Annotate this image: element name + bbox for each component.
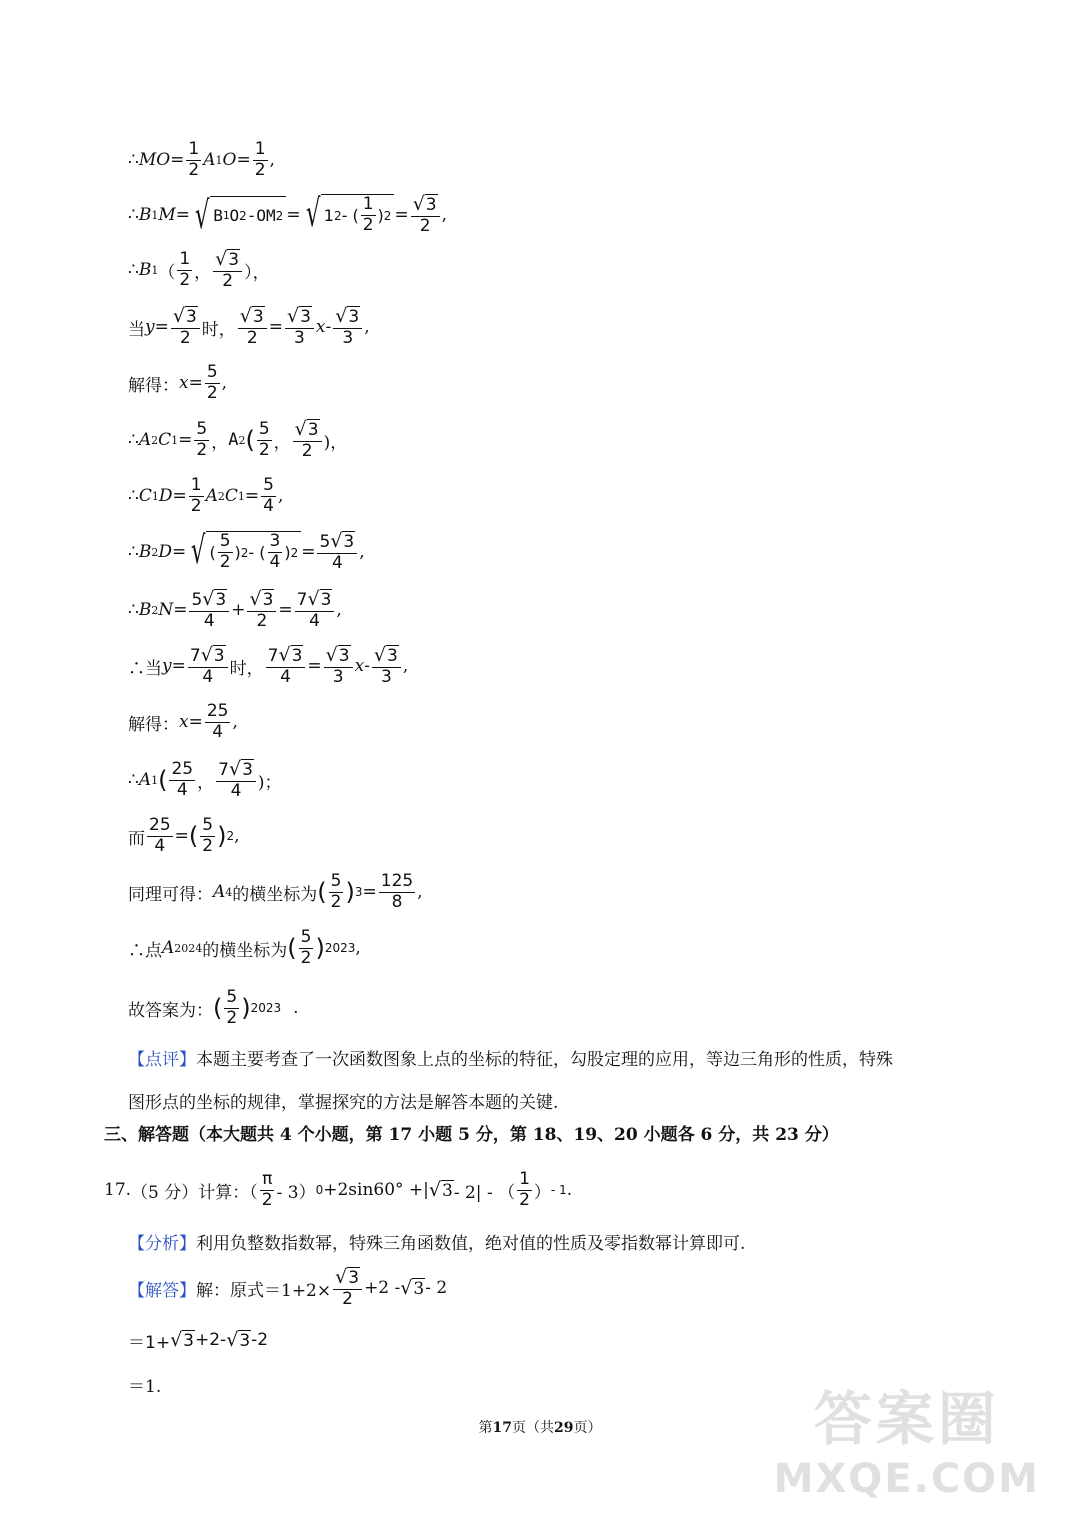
analysis-tag: 分析	[145, 1234, 179, 1254]
radical-1: √ B 1 O 2 -OM 2	[190, 196, 286, 234]
answer-line-1: 【 解答 】 解：原式＝1+2× $\frac{√3}{2}$ +2 - √ 3 - 2	[128, 1265, 448, 1309]
math-line-4: 当 y = $\frac{√3}{2}$ 时， $\frac{√3}{2}$ = $\frac{√3}{3}$ x - $\frac{√3}{3}$ ,	[128, 304, 370, 348]
section-heading: 三、解答题（本大题共 4 个小题，第 17 小题 5 分，第 18、19、20 小题各 6 分，共 23 分）	[104, 1125, 839, 1145]
question-17: 17. （5 分）计算：（ $\frac{\pi}{2}$ - 3） 0 +2sin60° +| √ 3 - 2| - （ $\frac{1}{2}$ ） - 1 .	[104, 1168, 573, 1210]
comment-tag: 点评	[145, 1050, 179, 1070]
radical-2: √ 1 2 - ( $\frac{1}{2}$ ) 2	[301, 194, 395, 235]
math-line-12: ∴ A 1 ( $\frac{25}{4}$ ， $\frac{7√3}{4}$ )；	[128, 757, 282, 801]
math-line-9: ∴ B 2 N = $\frac{5√3}{4}$ + $\frac{√3}{2}$ = $\frac{7√3}{4}$ ,	[128, 587, 342, 631]
analysis-paragraph: 【分析】利用负整数指数幂，特殊三角函数值，绝对值的性质及零指数幂计算即可.	[128, 1234, 746, 1254]
math-line-14: 同理可得： A 4 的横坐标为 ( $\frac{5}{2}$ ) 3 = $\frac{125}{8}$ ,	[128, 870, 423, 912]
math-line-15: ∴点 A 2024 的横坐标为 ( $\frac{5}{2}$ ) 2023 ,	[128, 926, 361, 968]
math-line-1: ∴ MO = $\frac{1}{2}$ A 1 O = $\frac{1}{2}$ ,	[128, 138, 275, 180]
math-line-2: ∴ B 1 M = √ B 1 O 2 -OM 2 = √ 1 2 - ( $\frac{1}{2}$ ) 2 = $\frac{√3}{2}$ ,	[128, 191, 448, 237]
answer-tag: 解答	[145, 1280, 179, 1301]
answer-line-3: ＝1.	[128, 1377, 162, 1397]
answer-line-2: ＝1+ √ 3 +2- √ 3 -2	[128, 1329, 269, 1353]
watermark-logo: 答案圈 MXQE.COM	[773, 1385, 1040, 1502]
math-line-10: ∴当 y = $\frac{7√3}{4}$ 时， $\frac{7√3}{4}$ = $\frac{√3}{3}$ x - $\frac{√3}{3}$ ,	[128, 643, 409, 687]
math-line-6: ∴ A 2 C 1 = $\frac{5}{2}$ ， A 2 ( $\frac{5}{2}$ ， $\frac{√3}{2}$ )，	[128, 417, 348, 461]
math-line-11: 解得： x = $\frac{25}{4}$ ,	[128, 700, 238, 742]
math-line-8: ∴ B 2 D = √ ( $\frac{5}{2}$ ) 2 - ( $\frac{3}{4}$ ) 2 = $\frac{5√3}{4}$ ,	[128, 528, 365, 573]
math-line-3: ∴ B 1 （ $\frac{1}{2}$ ， $\frac{√3}{2}$ ），	[128, 247, 270, 291]
comment-paragraph-line-2: 图形点的坐标的规律，掌握探究的方法是解答本题的关键.	[128, 1093, 559, 1113]
math-line-5: 解得： x = $\frac{5}{2}$ ,	[128, 361, 228, 403]
comment-paragraph-line-1: 【点评】本题主要考查了一次函数图象上点的坐标的特征，勾股定理的应用，等边三角形的性质，特殊	[128, 1050, 893, 1070]
page-footer: 第17页（共29页）	[478, 1420, 602, 1436]
math-line-16: 故答案为： ( $\frac{5}{2}$ ) 2023 .	[128, 986, 299, 1028]
math-line-13: 而 $\frac{25}{4}$ = ( $\frac{5}{2}$ ) 2 ,	[128, 814, 240, 856]
radical-3: √ ( $\frac{5}{2}$ ) 2 - ( $\frac{3}{4}$ ) 2	[186, 531, 301, 572]
math-line-7: ∴ C 1 D = $\frac{1}{2}$ A 2 C 1 = $\frac{5}{4}$ ,	[128, 474, 284, 516]
